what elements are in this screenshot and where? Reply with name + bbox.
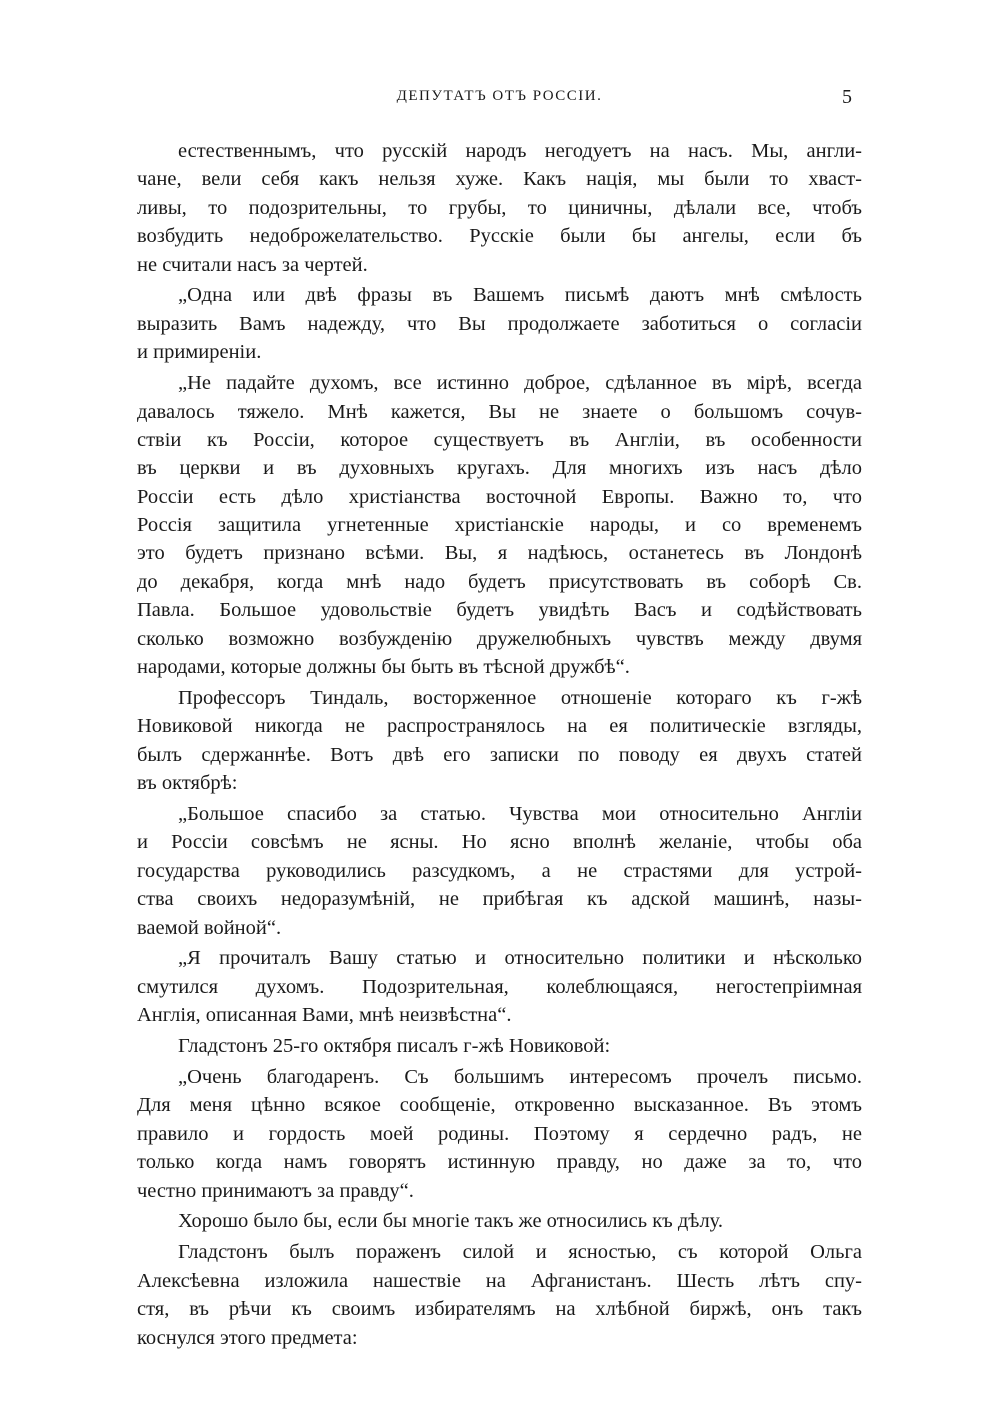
running-head-title: ДЕПУТАТЪ ОТЪ РОССІИ.: [396, 88, 603, 104]
text-line: Гладстонъ 25-го октября писалъ г-жѣ Новиковой:: [178, 1035, 611, 1058]
paragraph: [137, 1238, 862, 1352]
text-line: смутился духомъ. Подозрительная, колеблющаяся, негостепріимная: [137, 975, 862, 998]
paragraph: [137, 944, 862, 1029]
text-line: ливы, то подозрительны, то грубы, то циничны, дѣлали все, чтобъ: [137, 196, 862, 219]
paragraph: [137, 684, 862, 798]
text-line: Новиковой никогда не распространялось на ея политическіе взгляды,: [137, 715, 862, 738]
body-text: [137, 137, 862, 1354]
text-line: честно принимаютъ за правду“.: [137, 1179, 414, 1202]
text-line: коснулся этого предмета:: [137, 1326, 358, 1349]
text-line: до декабря, когда мнѣ надо будетъ присутствовать въ соборѣ Св.: [137, 570, 862, 593]
text-line: естественнымъ, что русскій народъ негодуетъ на насъ. Мы, англи-: [178, 140, 862, 162]
text-line: „Одна или двѣ фразы въ Вашемъ письмѣ даютъ мнѣ смѣлость: [178, 284, 862, 307]
paragraph: [137, 1207, 862, 1235]
text-line: Хорошо было бы, если бы многіе такъ же относились къ дѣлу.: [178, 1210, 723, 1233]
paragraph: [137, 800, 862, 942]
text-line: сколько возможно возбужденію дружелюбныхъ чувствъ между двумя: [137, 627, 862, 650]
text-line: Алексѣевна изложила нашествіе на Афганистанъ. Шесть лѣтъ спу-: [137, 1269, 862, 1292]
paragraph: [137, 1063, 862, 1205]
text-line: Профессоръ Тиндаль, восторженное отношеніе котораго къ г-жѣ: [178, 686, 862, 709]
text-line: Гладстонъ былъ пораженъ силой и ясностью, съ которой Ольга: [178, 1241, 862, 1264]
text-line: и примиреніи.: [137, 341, 262, 364]
text-line: „Не падайте духомъ, все истинно доброе, сдѣланное въ мірѣ, всегда: [178, 372, 862, 395]
text-line: не считали насъ за чертей.: [137, 253, 368, 276]
text-line: ства своихъ недоразумѣній, не прибѣгая къ адской машинѣ, назы-: [137, 888, 862, 911]
text-line: давалось тяжело. Мнѣ кажется, Вы не знаете о большомъ сочув-: [137, 400, 862, 423]
text-line: возбудить недоброжелательство. Русскіе были бы ангелы, если бъ: [137, 225, 862, 248]
text-line: Павла. Большое удовольствіе будетъ увидѣть Васъ и содѣйствовать: [137, 599, 862, 622]
text-line: и Россіи совсѣмъ не ясны. Но ясно вполнѣ желаніе, чтобы оба: [137, 831, 862, 854]
text-line: выразить Вамъ надежду, что Вы продолжаете заботиться о согласіи: [137, 312, 862, 335]
text-line: это будетъ признано всѣми. Вы, я надѣюсь, останетесь въ Лондонѣ: [137, 542, 862, 565]
text-line: правило и гордость моей родины. Поэтому я сердечно радъ, не: [137, 1122, 862, 1145]
text-line: въ октябрѣ:: [137, 772, 238, 795]
text-line: государства руководились разсудкомъ, а не страстями для устрой-: [137, 859, 862, 882]
paragraph: [137, 137, 862, 279]
text-line: Для меня цѣнно всякое сообщеніе, откровенно высказанное. Въ этомъ: [137, 1094, 862, 1117]
paragraph: [137, 1032, 862, 1060]
text-line: „Я прочиталъ Вашу статью и относительно политики и нѣсколько: [178, 947, 862, 970]
text-line: стя, въ рѣчи къ своимъ избирателямъ на хлѣбной биржѣ, онъ такъ: [137, 1298, 862, 1321]
text-line: былъ сдержаннѣе. Вотъ двѣ его записки по поводу ея двухъ статей: [137, 743, 862, 766]
text-line: ствіи къ Россіи, которое существуетъ въ Англіи, въ особенности: [137, 428, 862, 451]
text-line: чане, вели себя какъ нельзя хуже. Какъ нація, мы были то хваст-: [137, 168, 862, 191]
text-line: Англія, описанная Вами, мнѣ неизвѣстна“.: [137, 1004, 512, 1027]
text-line: народами, которые должны бы быть въ тѣсной дружбѣ“.: [137, 656, 630, 679]
page-number: 5: [842, 86, 852, 108]
paragraph: [137, 369, 862, 681]
text-line: только когда намъ говорятъ истинную правду, но даже за то, что: [137, 1151, 862, 1174]
running-head: [137, 86, 862, 110]
text-line: „Очень благодаренъ. Съ большимъ интересомъ прочелъ письмо.: [178, 1066, 862, 1088]
text-line: „Большое спасибо за статью. Чувства мои относительно Англіи: [178, 802, 862, 825]
text-line: Россіи есть дѣло христіанства восточной Европы. Важно то, что: [137, 485, 862, 508]
text-line: въ церкви и въ духовныхъ кругахъ. Для многихъ изъ насъ дѣло: [137, 457, 862, 480]
paragraph: [137, 281, 862, 366]
text-line: Россія защитила угнетенные христіанскіе народы, и со временемъ: [137, 514, 862, 537]
text-line: ваемой войной“.: [137, 916, 282, 939]
